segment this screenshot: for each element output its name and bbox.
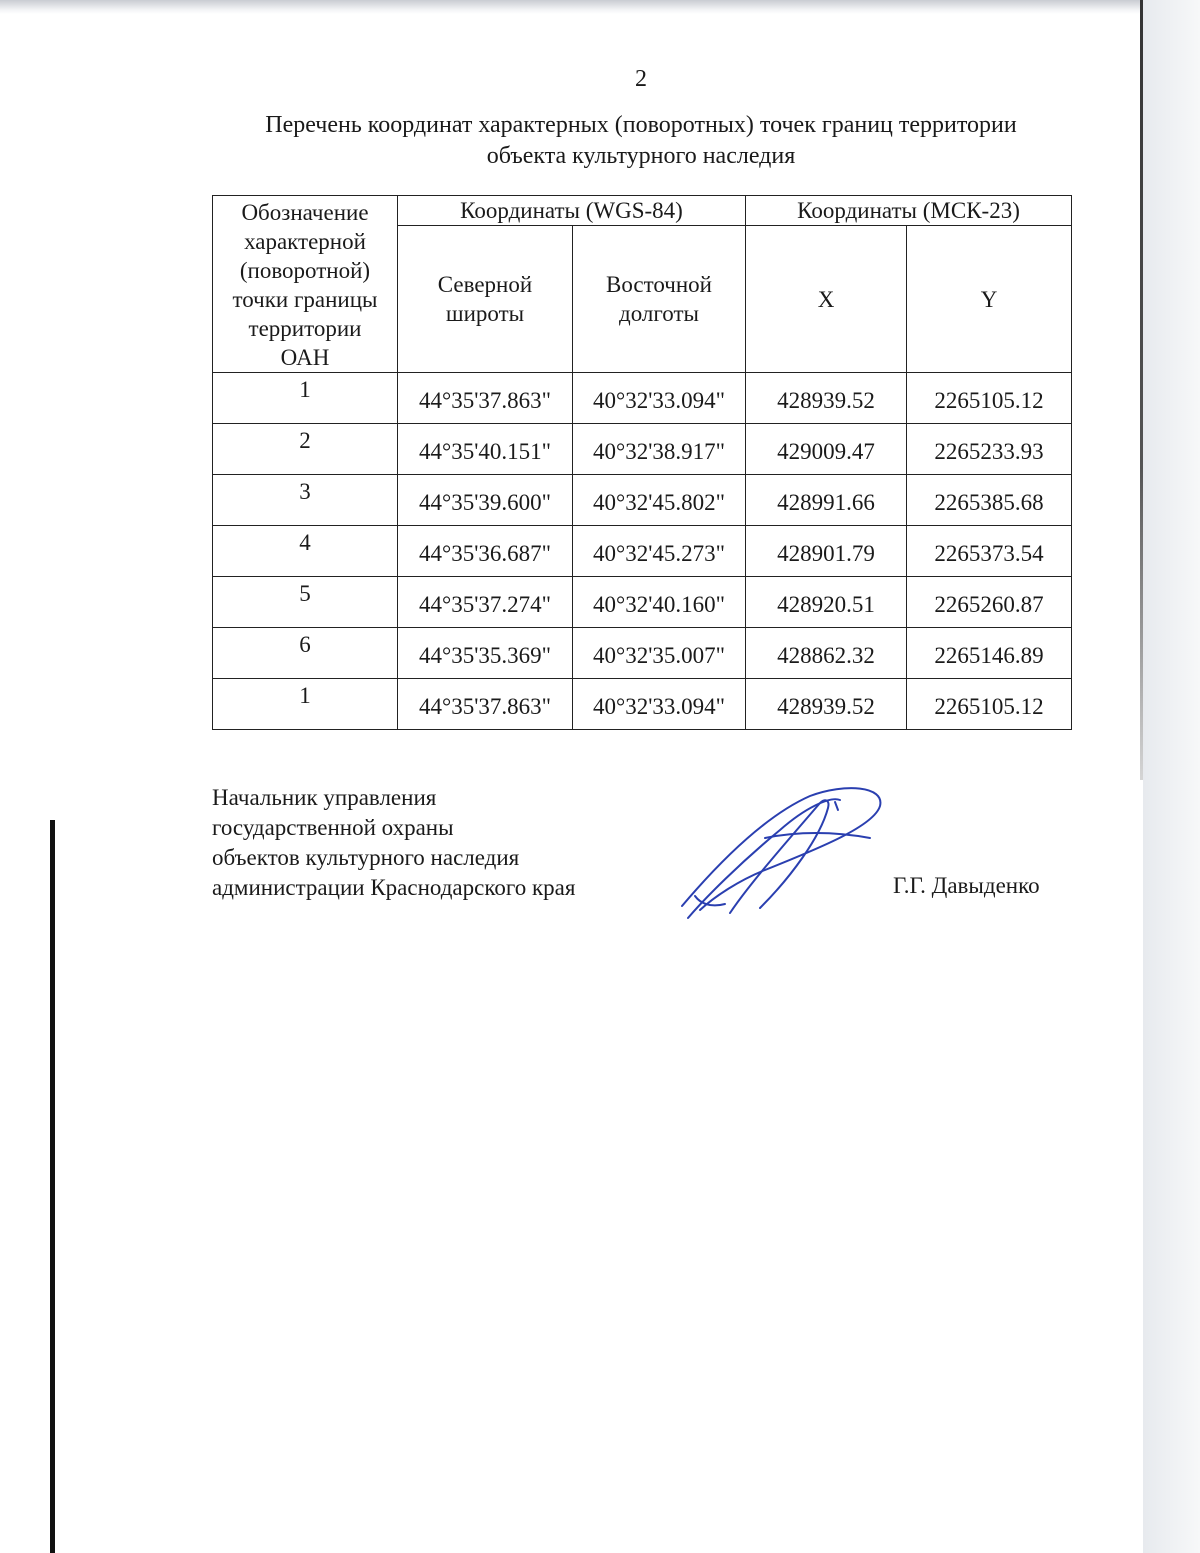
y-coordinate: 2265105.12 xyxy=(907,373,1072,424)
north-latitude: 44°35'35.369" xyxy=(398,628,573,679)
point-number: 2 xyxy=(213,424,398,475)
table-row xyxy=(213,424,1072,475)
position-line: Начальник управления xyxy=(212,785,437,810)
designation-header-line: (поворотной) xyxy=(239,258,371,283)
designation-header-line: характерной xyxy=(244,229,366,254)
designation-header-line: точки границы xyxy=(232,287,378,312)
scan-top-edge xyxy=(0,0,1200,14)
scan-right-edge xyxy=(1140,0,1143,780)
north-header-line: широты xyxy=(445,301,525,326)
x-coordinate: 428920.51 xyxy=(746,577,907,628)
north-latitude: 44°35'37.863" xyxy=(398,373,573,424)
designation-header-line: ОАН xyxy=(280,345,330,370)
table-row xyxy=(213,526,1072,577)
point-number: 3 xyxy=(213,475,398,526)
north-latitude: 44°35'40.151" xyxy=(398,424,573,475)
designation-header-line: Обозначение xyxy=(241,200,369,225)
signature-stroke xyxy=(730,800,828,913)
position-line: объектов культурного наследия xyxy=(212,845,520,870)
scan-left-edge xyxy=(50,820,55,1553)
coordinates-table xyxy=(212,195,1072,730)
point-number: 6 xyxy=(213,628,398,679)
signer-position xyxy=(212,783,575,903)
x-header: X xyxy=(746,226,907,373)
x-coordinate: 428939.52 xyxy=(746,373,907,424)
handwritten-signature xyxy=(670,778,900,928)
east-longitude: 40°32'35.007" xyxy=(573,628,746,679)
east-longitude: 40°32'45.273" xyxy=(573,526,746,577)
msk23-header: Координаты (МСК-23) xyxy=(746,196,1072,226)
y-coordinate: 2265385.68 xyxy=(907,475,1072,526)
east-longitude: 40°32'40.160" xyxy=(573,577,746,628)
table-row xyxy=(213,475,1072,526)
wgs84-header: Координаты (WGS-84) xyxy=(398,196,746,226)
north-latitude: 44°35'36.687" xyxy=(398,526,573,577)
table-row xyxy=(213,373,1072,424)
east-longitude: 40°32'33.094" xyxy=(573,679,746,730)
table-row xyxy=(213,628,1072,679)
y-coordinate: 2265233.93 xyxy=(907,424,1072,475)
east-header-line: Восточной xyxy=(606,272,712,297)
east-longitude: 40°32'33.094" xyxy=(573,373,746,424)
designation-header xyxy=(213,196,398,373)
scan-right-shade xyxy=(1143,0,1200,1553)
y-coordinate: 2265373.54 xyxy=(907,526,1072,577)
north-header-line: Северной xyxy=(437,272,533,297)
x-coordinate: 428939.52 xyxy=(746,679,907,730)
east-header-line: долготы xyxy=(619,301,699,326)
title-line-1: Перечень координат характерных (поворотных) точек границ территории xyxy=(265,112,1017,138)
signature-stroke xyxy=(835,802,838,810)
east-longitude-header xyxy=(573,226,746,373)
y-coordinate: 2265146.89 xyxy=(907,628,1072,679)
north-latitude-header xyxy=(398,226,573,373)
table-row xyxy=(213,577,1072,628)
north-latitude: 44°35'37.274" xyxy=(398,577,573,628)
x-coordinate: 429009.47 xyxy=(746,424,907,475)
y-coordinate: 2265105.12 xyxy=(907,679,1072,730)
page-number: 2 xyxy=(635,66,647,92)
title-line-2: объекта культурного наследия xyxy=(486,143,796,169)
point-number: 4 xyxy=(213,526,398,577)
point-number: 1 xyxy=(213,373,398,424)
position-line: государственной охраны xyxy=(212,815,454,840)
table-row xyxy=(213,679,1072,730)
x-coordinate: 428991.66 xyxy=(746,475,907,526)
position-line: администрации Краснодарского края xyxy=(212,875,576,900)
x-coordinate: 428901.79 xyxy=(746,526,907,577)
north-latitude: 44°35'39.600" xyxy=(398,475,573,526)
y-coordinate: 2265260.87 xyxy=(907,577,1072,628)
signer-name: Г.Г. Давыденко xyxy=(893,873,1040,898)
y-header: Y xyxy=(907,226,1072,373)
x-coordinate: 428862.32 xyxy=(746,628,907,679)
point-number: 1 xyxy=(213,679,398,730)
point-number: 5 xyxy=(213,577,398,628)
east-longitude: 40°32'38.917" xyxy=(573,424,746,475)
designation-header-line: территории xyxy=(248,316,362,341)
document-title xyxy=(230,110,1052,172)
east-longitude: 40°32'45.802" xyxy=(573,475,746,526)
north-latitude: 44°35'37.863" xyxy=(398,679,573,730)
